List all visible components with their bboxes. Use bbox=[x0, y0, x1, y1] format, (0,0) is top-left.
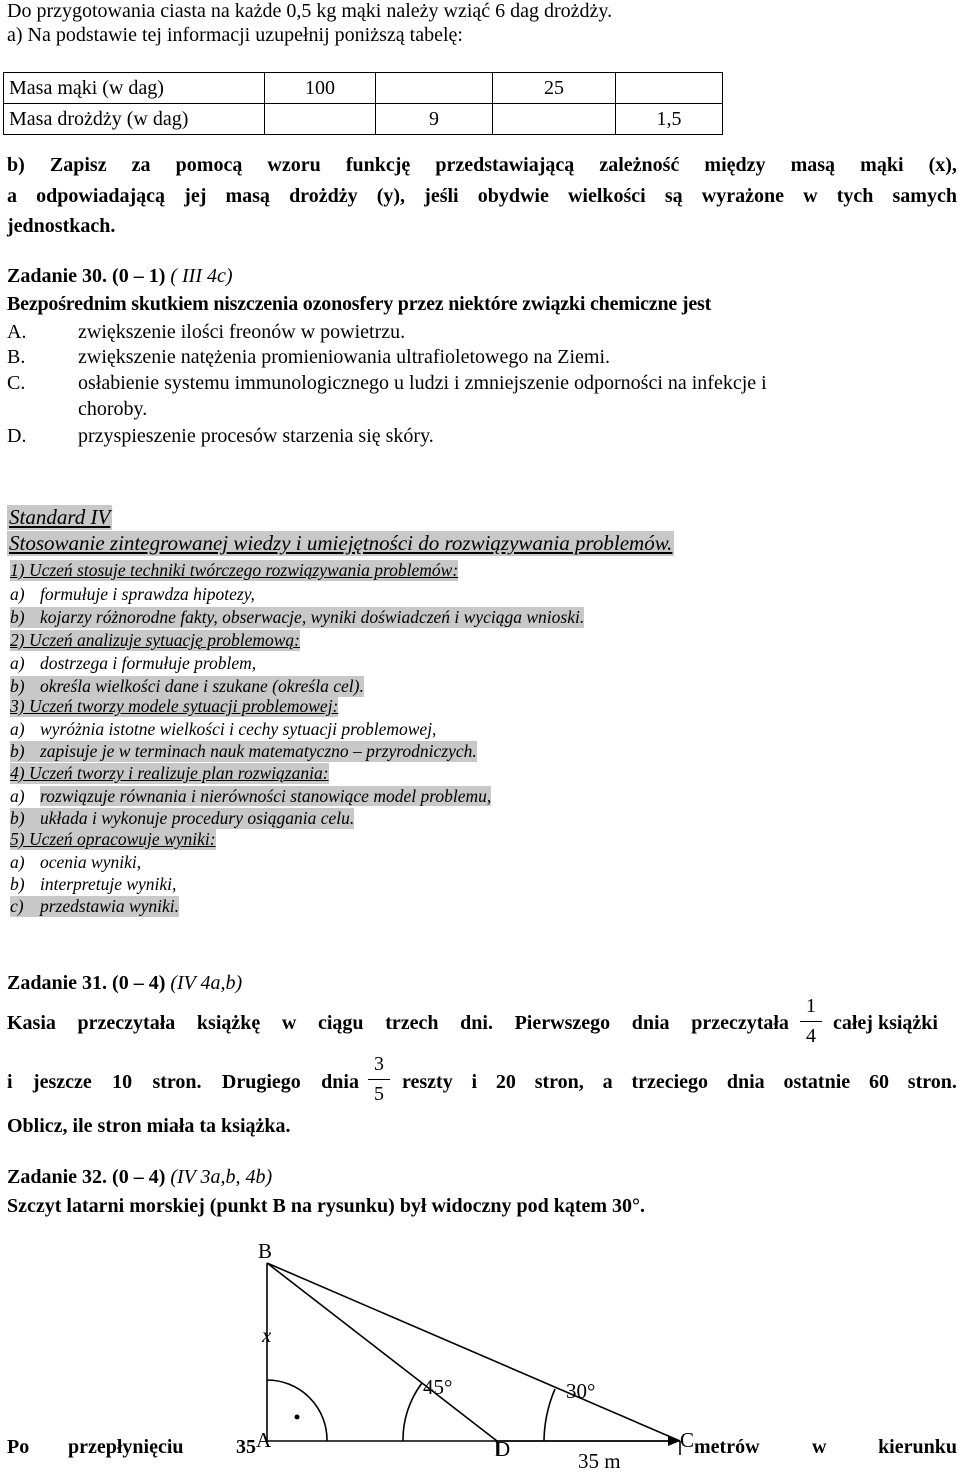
standard-sub: b) zapisuje je w terminach nauk matematyczno – przyrodniczych. bbox=[10, 741, 477, 761]
task32-heading bbox=[7, 1166, 272, 1189]
option-d bbox=[7, 425, 434, 448]
standard-sub: a) dostrzega i formułuje problem, bbox=[10, 653, 257, 673]
task-points: (0 – 4) bbox=[112, 972, 166, 994]
part-b-line1 bbox=[7, 154, 957, 177]
label-D: D bbox=[495, 1437, 511, 1461]
task31-line1-end: całej książki bbox=[833, 1012, 938, 1034]
angle-arc-45 bbox=[403, 1383, 422, 1441]
standard-sub: a) ocenia wyniki, bbox=[10, 852, 142, 872]
intro-line1: Do przygotowania ciasta na każde 0,5 kg mąki należy wziąć 6 dag drożdży. bbox=[7, 0, 613, 22]
table-cell bbox=[493, 104, 616, 135]
task-title: Zadanie 30. bbox=[7, 265, 108, 287]
table-cell: 100 bbox=[265, 73, 376, 104]
word: za bbox=[131, 154, 151, 176]
label-B: B bbox=[258, 1239, 273, 1263]
table-cell: 1,5 bbox=[616, 104, 723, 135]
task31-line2-end: reszty i 20 stron, a trzeciego dnia ostatnie 60 stron. bbox=[402, 1071, 957, 1093]
intro-line2: a) Na podstawie tej informacji uzupełnij poniższą tabelę: bbox=[7, 24, 463, 46]
option-c bbox=[7, 372, 767, 395]
task32-last-line: Po przepłynięciu 35 metrów w kierunku bbox=[7, 1436, 957, 1458]
standard-subheading: Stosowanie zintegrowanej wiedzy i umiejętności do rozwiązywania problemów. bbox=[9, 531, 673, 555]
task-points: (0 – 1) bbox=[112, 265, 166, 287]
task32-question: Szczyt latarni morskiej (punkt B na rysunku) był widoczny pod kątem 30°. bbox=[7, 1195, 646, 1217]
word: odpowiadającą bbox=[36, 185, 166, 207]
mass-table bbox=[3, 72, 723, 135]
option-letter: C. bbox=[7, 372, 26, 394]
standard-item-5: 5) Uczeń opracowuje wyniki: bbox=[10, 829, 216, 849]
word: masą bbox=[790, 154, 836, 176]
word: mąki bbox=[860, 154, 904, 176]
word: pomocą bbox=[175, 154, 243, 176]
task-standard: ( III 4c) bbox=[170, 265, 233, 287]
task30-heading bbox=[7, 265, 233, 288]
word: masą bbox=[225, 185, 270, 207]
word: b) bbox=[7, 154, 25, 176]
angle-arc-30 bbox=[544, 1389, 555, 1441]
standard-sub: a) rozwiązuje równania i nierówności stanowiące model problemu, bbox=[10, 786, 492, 806]
segment-BC bbox=[267, 1263, 680, 1441]
word: samych bbox=[892, 185, 957, 207]
label-distance: 35 m bbox=[578, 1449, 621, 1473]
table-row bbox=[4, 104, 723, 135]
task31-line3: Oblicz, ile stron miała ta książka. bbox=[7, 1115, 291, 1137]
standard-heading: Standard IV bbox=[9, 505, 111, 529]
part-b-line3: jednostkach. bbox=[7, 215, 116, 237]
option-letter: B. bbox=[7, 346, 26, 368]
part-b-line2 bbox=[7, 185, 957, 208]
word: (y), bbox=[376, 185, 406, 207]
standard-sub: a) wyróżnia istotne wielkości i cechy sytuacji problemowej, bbox=[10, 719, 437, 739]
table-cell bbox=[616, 73, 723, 104]
word: przedstawiającą bbox=[435, 154, 575, 176]
option-letter: A. bbox=[7, 321, 27, 343]
option-text: przyspieszenie procesów starzenia się skóry. bbox=[78, 425, 434, 447]
word: funkcję bbox=[345, 154, 411, 176]
word: w bbox=[803, 185, 818, 207]
word: tych bbox=[836, 185, 874, 207]
task-standard: (IV 4a,b) bbox=[170, 972, 243, 994]
table-cell: Masa drożdży (w dag) bbox=[4, 104, 265, 135]
standard-item-3: 3) Uczeń tworzy modele sytuacji problemowej: bbox=[10, 696, 339, 716]
task-standard: (IV 3a,b, 4b) bbox=[170, 1166, 273, 1188]
word: wyrażone bbox=[701, 185, 784, 207]
label-angle-30: 30° bbox=[566, 1379, 596, 1403]
option-b bbox=[7, 346, 610, 369]
task-points: (0 – 4) bbox=[112, 1166, 166, 1188]
task31-line2-start: i jeszcze 10 stron. Drugiego dnia bbox=[7, 1071, 359, 1093]
word: wzoru bbox=[267, 154, 321, 176]
standard-item-2: 2) Uczeń analizuje sytuację problemową: bbox=[10, 630, 300, 650]
word: zależność bbox=[599, 154, 680, 176]
option-text: zwiększenie natężenia promieniowania ultrafioletowego na Ziemi. bbox=[78, 346, 611, 368]
word: (x), bbox=[928, 154, 957, 176]
word: są bbox=[664, 185, 683, 207]
table-cell: 25 bbox=[493, 73, 616, 104]
option-text: zwiększenie ilości freonów w powietrzu. bbox=[78, 321, 406, 343]
table-cell bbox=[376, 73, 493, 104]
standard-item-1: 1) Uczeń stosuje techniki twórczego rozwiązywania problemów: bbox=[10, 560, 459, 580]
standard-item-4: 4) Uczeń tworzy i realizuje plan rozwiązania: bbox=[10, 763, 329, 783]
task31-heading bbox=[7, 972, 242, 995]
option-letter: D. bbox=[7, 425, 27, 447]
word: wielkości bbox=[567, 185, 646, 207]
task-title: Zadanie 32. bbox=[7, 1166, 108, 1188]
table-cell: 9 bbox=[376, 104, 493, 135]
standard-sub: b) interpretuje wyniki, bbox=[10, 874, 177, 894]
segment-BD bbox=[267, 1263, 497, 1441]
table-row bbox=[4, 73, 723, 104]
task-title: Zadanie 31. bbox=[7, 972, 108, 994]
label-C: C bbox=[680, 1428, 695, 1452]
word: jeśli bbox=[424, 185, 459, 207]
angle-arc-A bbox=[267, 1380, 327, 1441]
task30-question: Bezpośrednim skutkiem niszczenia ozonosfery przez niektóre związki chemiczne jest bbox=[7, 293, 712, 315]
table-cell: Masa mąki (w dag) bbox=[4, 73, 265, 104]
standard-sub: b) określa wielkości dane i szukane (określa cel). bbox=[10, 676, 364, 696]
standard-sub: a) formułuje i sprawdza hipotezy, bbox=[10, 584, 255, 604]
option-c-cont: choroby. bbox=[78, 398, 148, 420]
label-A: A bbox=[256, 1428, 272, 1452]
word: Zapisz bbox=[49, 154, 107, 176]
word: między bbox=[704, 154, 766, 176]
label-angle-45: 45° bbox=[423, 1375, 453, 1399]
standard-sub: b) układa i wykonuje procedury osiągania celu. bbox=[10, 808, 355, 828]
word: jej bbox=[184, 185, 207, 207]
standard-sub: c) przedstawia wyniki. bbox=[10, 896, 180, 916]
word: drożdży bbox=[289, 185, 358, 207]
option-a bbox=[7, 321, 405, 344]
standard-sub: b) kojarzy różnorodne fakty, obserwacje, wyniki doświadczeń i wyciąga wnioski. bbox=[10, 607, 585, 627]
task31-line1: Kasia przeczytała książkę w ciągu trzech dni. Pierwszego dnia przeczytała bbox=[7, 1012, 789, 1034]
right-angle-dot bbox=[295, 1415, 300, 1420]
table-cell bbox=[265, 104, 376, 135]
label-x: x bbox=[262, 1323, 272, 1347]
option-text: osłabienie systemu immunologicznego u ludzi i zmniejszenie odporności na infekcje i bbox=[78, 372, 767, 394]
fraction-three-fifths: 3 5 bbox=[368, 1053, 390, 1106]
word: obydwie bbox=[477, 185, 549, 207]
fraction-one-quarter: 1 4 bbox=[800, 995, 822, 1048]
word: a bbox=[7, 185, 17, 207]
